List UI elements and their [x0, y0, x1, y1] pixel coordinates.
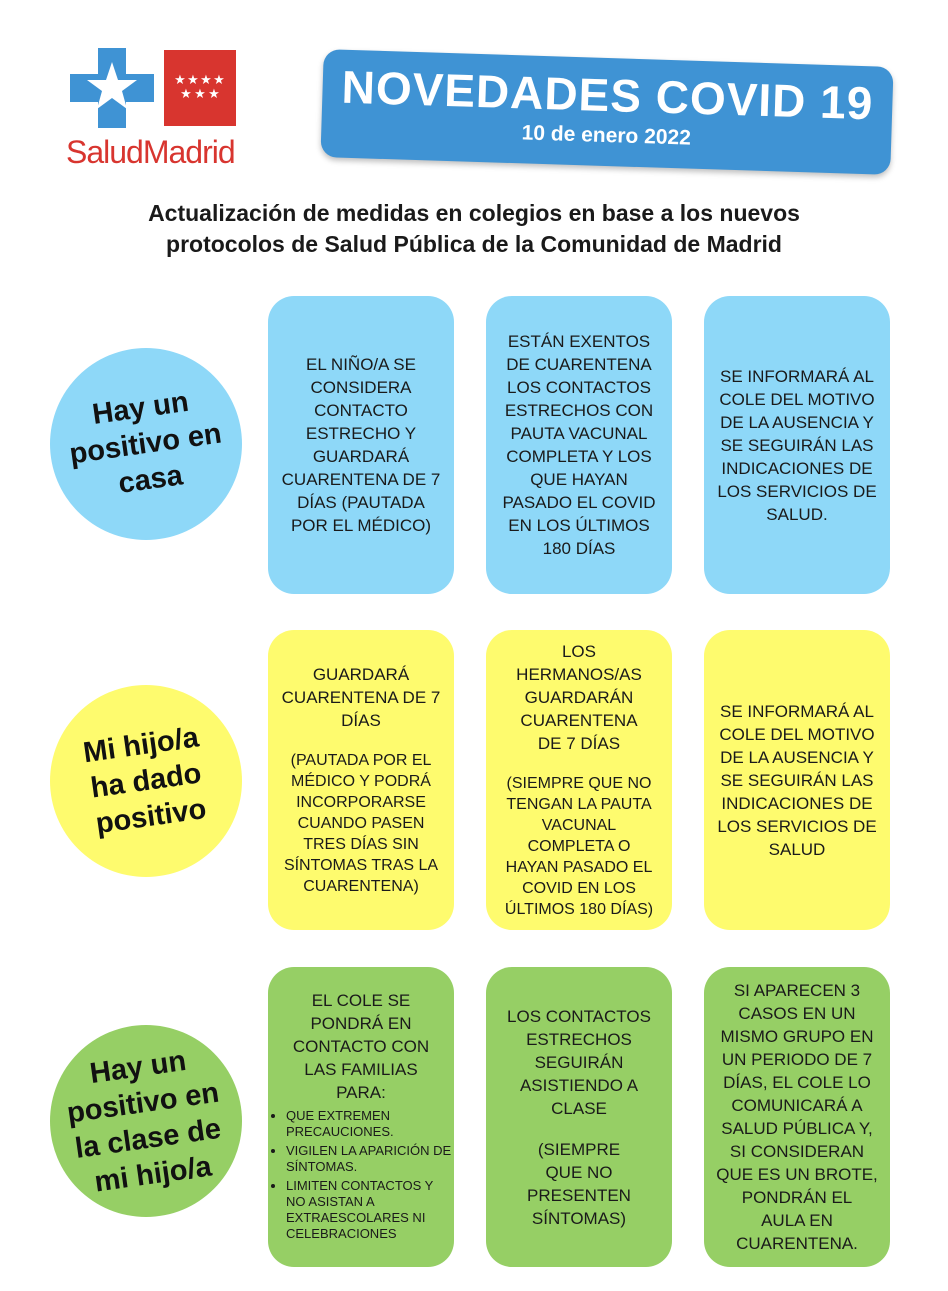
row-2-circle [50, 685, 242, 877]
row-1-circle [50, 348, 242, 540]
salud-madrid-logo-mark [68, 48, 238, 130]
bullet-item: • QUE EXTREMEN PRECAUCIONES. [286, 1108, 452, 1140]
svg-text:★: ★ [194, 87, 206, 102]
bullet-item: • VIGILEN LA APARICIÓN DE SÍNTOMAS. [286, 1143, 452, 1175]
banner-title: NOVEDADES COVID 19 [340, 60, 875, 130]
card-text: EL NIÑO/A SE CONSIDERA CONTACTO ESTRECHO Y GUARDARÁ CUARENTENA DE 7 DÍAS (PAUTADA POR EL MÉDICO) [281, 355, 441, 535]
logo-text-salud: Salud [66, 134, 143, 170]
row-3-circle-label: Hay un positivo en la clase de mi hijo/a [65, 1044, 224, 1199]
svg-text:★: ★ [200, 73, 212, 88]
row-2-card-1 [268, 630, 454, 930]
title-banner [320, 49, 893, 175]
row-1-circle-label: Hay un positivo en casa [67, 385, 225, 500]
bullet-item: • LIMITEN CONTACTOS Y NO ASISTAN A EXTRAESCOLARES NI CELEBRACIONES [286, 1178, 452, 1242]
card-text: ESTÁN EXENTOS DE CUARENTENA LOS CONTACTOS ESTRECHOS CON PAUTA VACUNAL COMPLETA Y LOS QUE HAYAN PASADO EL COVID EN LOS ÚLTIMOS 180 DÍAS [502, 332, 656, 558]
card-note: (PAUTADA POR EL MÉDICO Y PODRÁ INCORPORARSE CUANDO PASEN TRES DÍAS SIN SÍNTOMAS TRAS LA CUARENTENA) [283, 752, 439, 895]
subtitle-line-1: Actualización de medidas en colegios en base a los nuevos [148, 200, 800, 226]
row-1-card-3 [704, 296, 890, 594]
card-bullet-list [270, 1108, 452, 1245]
svg-text:★: ★ [187, 73, 199, 88]
row-2-card-2 [486, 630, 672, 930]
row-1-card-1 [268, 296, 454, 594]
card-note: (SIEMPRE QUE NO PRESENTEN SÍNTOMAS) [527, 1139, 631, 1228]
row-3-card-2 [486, 967, 672, 1267]
banner-date: 10 de enero 2022 [521, 121, 692, 150]
page-subtitle [60, 198, 888, 260]
svg-text:★: ★ [208, 87, 220, 102]
card-text: SE INFORMARÁ AL COLE DEL MOTIVO DE LA AUSENCIA Y SE SEGUIRÁN LAS INDICACIONES DE LOS SERVICIOS DE SALUD. [717, 366, 877, 524]
card-text: LOS HERMANOS/AS GUARDARÁN CUARENTENA DE 7 DÍAS [516, 642, 642, 753]
row-3-card-1 [268, 967, 454, 1267]
row-3-circle [50, 1025, 242, 1217]
card-text: LOS CONTACTOS ESTRECHOS SEGUIRÁN ASISTIENDO A CLASE [507, 1006, 651, 1118]
subtitle-line-2: protocolos de Salud Pública de la Comunidad de Madrid [166, 231, 782, 257]
svg-text:★: ★ [213, 73, 225, 88]
row-1-card-2 [486, 296, 672, 594]
salud-madrid-logo [64, 48, 244, 173]
svg-text:★: ★ [174, 73, 186, 88]
logo-wordmark [66, 134, 235, 171]
card-text: EL COLE SE PONDRÁ EN CONTACTO CON LAS FAMILIAS PARA: [292, 991, 430, 1102]
card-text: GUARDARÁ CUARENTENA DE 7 DÍAS [281, 665, 441, 730]
card-text: SI APARECEN 3 CASOS EN UN MISMO GRUPO EN UN PERIODO DE 7 DÍAS, EL COLE LO COMUNICARÁ A SALUD PÚBLICA Y, SI CONSIDERAN QUE ES UN BROTE, PONDRÁN EL AULA EN CUARENTENA. [716, 981, 878, 1253]
logo-text-madrid: Madrid [142, 134, 235, 170]
row-2-card-3 [704, 630, 890, 930]
row-3-card-3 [704, 967, 890, 1267]
card-text: SE INFORMARÁ AL COLE DEL MOTIVO DE LA AUSENCIA Y SE SEGUIRÁN LAS INDICACIONES DE LOS SERVICIOS DE SALUD [717, 701, 877, 859]
row-2-circle-label: Mi hijo/a ha dado positivo [81, 721, 209, 841]
card-note: (SIEMPRE QUE NO TENGAN LA PAUTA VACUNAL COMPLETA O HAYAN PASADO EL COVID EN LOS ÚLTIMOS 180 DÍAS) [504, 775, 654, 918]
svg-text:★: ★ [180, 87, 192, 102]
